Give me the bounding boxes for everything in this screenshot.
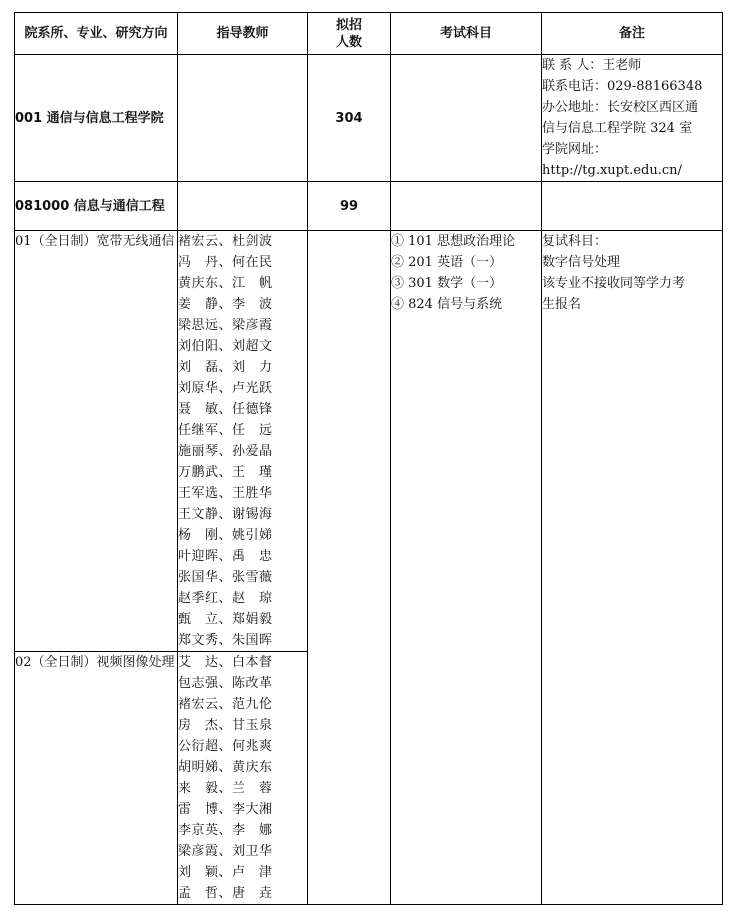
teacher-line: 杨 刚、姚引娣 [178, 528, 273, 543]
retest-label: 复试科目： [542, 234, 608, 249]
website-url[interactable]: http://tg.xupt.edu.cn/ [542, 163, 682, 178]
teacher-line: 梁思远、梁彦霞 [178, 318, 273, 333]
teacher-line: 姜 静、李 波 [178, 297, 273, 312]
school-name: 001 通信与信息工程学院 [15, 110, 164, 126]
major-quota: 99 [308, 182, 391, 231]
direction2-name: 02（全日制）视频图像处理 [15, 655, 175, 670]
major-supervisor-cell [178, 182, 308, 231]
teacher-line: 艾 达、白本督 [178, 655, 273, 670]
teacher-line: 郑文秀、朱国晖 [178, 633, 273, 648]
school-notes [542, 55, 723, 182]
major-name-cell [15, 182, 178, 231]
admissions-table [14, 12, 723, 905]
teacher-line: 赵季红、赵 琼 [178, 591, 273, 606]
equivalence-note-line2: 生报名 [542, 297, 582, 312]
direction2-teachers [178, 652, 308, 905]
direction1-name-cell [15, 231, 178, 652]
direction2-name-cell [15, 652, 178, 905]
exam-math: ③ 301 数学（一） [391, 276, 503, 291]
school-name-cell [15, 55, 178, 182]
retest-subject: 数字信号处理 [542, 255, 621, 270]
teacher-line: 黄庆东、江 帆 [178, 276, 273, 291]
teacher-line: 甄 立、郑娟毅 [178, 612, 273, 627]
teacher-line: 万鹏武、王 瑾 [178, 465, 273, 480]
office-address-line2: 信与信息工程学院 324 室 [542, 121, 693, 136]
teacher-line: 褚宏云、范九伦 [178, 697, 273, 712]
school-quota: 304 [308, 55, 391, 182]
direction1-row [15, 231, 723, 652]
equivalence-note-line1: 该专业不接收同等学力考 [542, 276, 686, 291]
teacher-line: 任继军、任 远 [178, 423, 273, 438]
contact-phone: 联系电话：029-88166348 [542, 79, 703, 94]
teacher-line: 包志强、陈改革 [178, 676, 273, 691]
school-supervisor-cell [178, 55, 308, 182]
direction-notes [542, 231, 723, 905]
exam-english: ② 201 英语（一） [391, 255, 503, 270]
header-supervisor: 指导教师 [178, 13, 308, 55]
major-row [15, 182, 723, 231]
teacher-line: 胡明娣、黄庆东 [178, 760, 273, 775]
teacher-line: 刘 颖、卢 津 [178, 865, 273, 880]
direction1-teachers [178, 231, 308, 652]
teacher-line: 施丽琴、孙爱晶 [178, 444, 273, 459]
website-label: 学院网址： [542, 142, 608, 157]
header-row [15, 13, 723, 55]
exam-signals: ④ 824 信号与系统 [391, 297, 503, 312]
header-quota-line2: 人数 [335, 34, 362, 50]
header-quota-line1: 拟招 [335, 17, 362, 33]
teacher-line: 叶迎晖、禹 忠 [178, 549, 273, 564]
teacher-line: 公衍超、何兆爽 [178, 739, 273, 754]
direction1-name: 01（全日制）宽带无线通信 [15, 234, 175, 249]
teacher-line: 冯 丹、何在民 [178, 255, 273, 270]
teacher-line: 雷 博、李大湘 [178, 802, 273, 817]
teacher-line: 王军选、王胜华 [178, 486, 273, 501]
teacher-line: 刘 磊、刘 力 [178, 360, 273, 375]
teacher-line: 褚宏云、杜剑波 [178, 234, 273, 249]
header-exam-subjects: 考试科目 [391, 13, 542, 55]
major-notes-cell [542, 182, 723, 231]
header-department: 院系所、专业、研究方向 [15, 13, 178, 55]
teacher-line: 李京英、李 娜 [178, 823, 273, 838]
header-quota [308, 13, 391, 55]
major-exam-cell [391, 182, 542, 231]
teacher-line: 来 毅、兰 蓉 [178, 781, 273, 796]
contact-person: 联 系 人：王老师 [542, 58, 642, 73]
teacher-line: 梁彦霞、刘卫华 [178, 844, 273, 859]
teacher-line: 聂 敏、任德锋 [178, 402, 273, 417]
major-name: 081000 信息与通信工程 [15, 198, 165, 214]
teacher-line: 孟 哲、唐 垚 [178, 886, 273, 901]
teacher-line: 刘伯阳、刘超文 [178, 339, 273, 354]
teacher-line: 房 杰、甘玉泉 [178, 718, 273, 733]
direction-quota-cell [308, 231, 391, 905]
teacher-line: 刘原华、卢光跃 [178, 381, 273, 396]
header-remarks: 备注 [542, 13, 723, 55]
office-address-line1: 办公地址：长安校区西区通 [542, 100, 699, 115]
school-exam-cell [391, 55, 542, 182]
school-row [15, 55, 723, 182]
exam-politics: ① 101 思想政治理论 [391, 234, 516, 249]
exam-subjects [391, 231, 542, 905]
teacher-line: 王文静、谢锡海 [178, 507, 273, 522]
teacher-line: 张国华、张雪薇 [178, 570, 273, 585]
